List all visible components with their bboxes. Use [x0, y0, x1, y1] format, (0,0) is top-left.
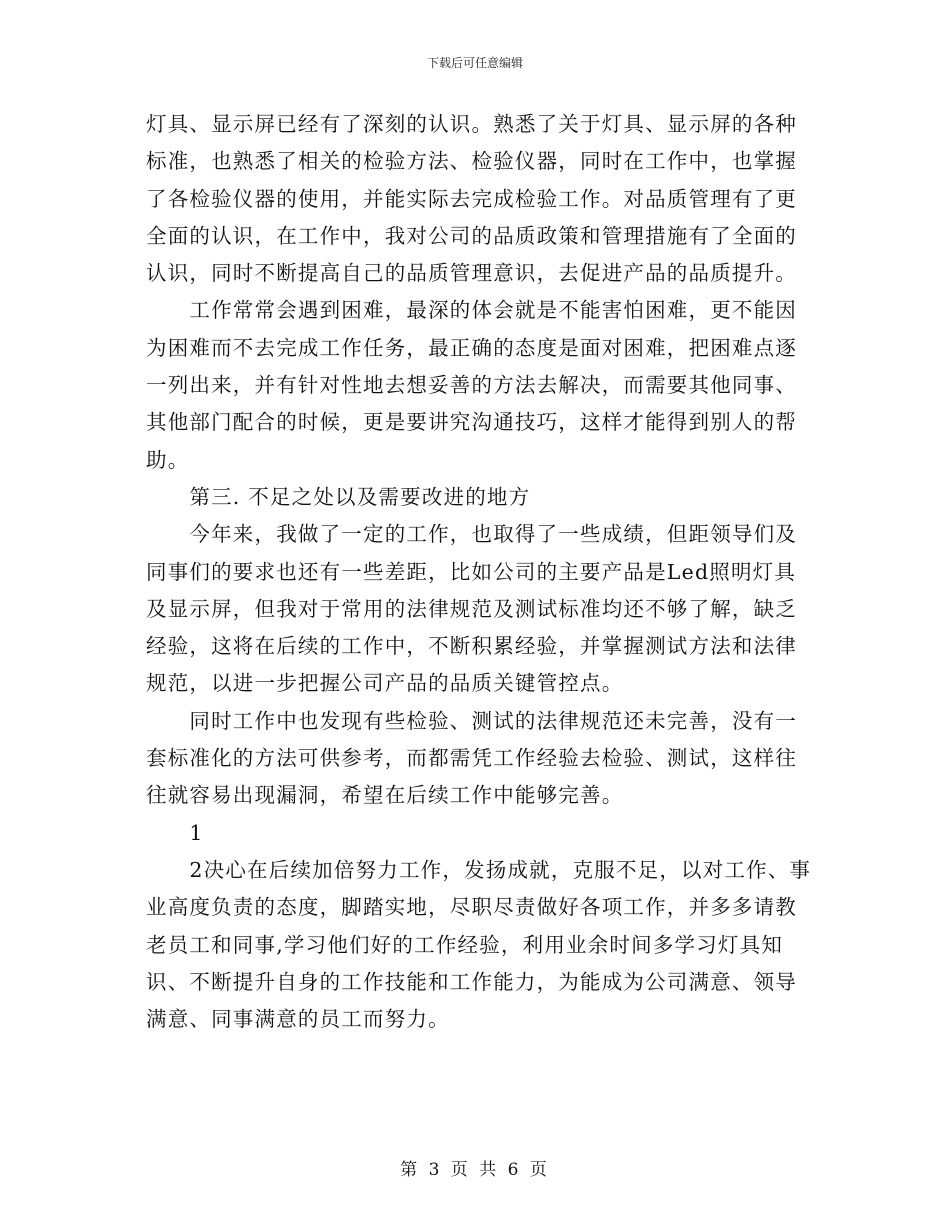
document-body	[146, 106, 816, 1038]
paragraph-4: 同时工作中也发现有些检验、测试的法律规范还未完善，没有一套标准化的方法可供参考，而都需凭工作经验去检验、测试，这样往往就容易出现漏洞，希望在后续工作中能够完善。	[146, 708, 797, 808]
page-footer: 第 3 页 共 6 页	[400, 1160, 550, 1180]
paragraph-1: 灯具、显示屏已经有了深刻的认识。熟悉了关于灯具、显示屏的各种标准，也熟悉了相关的检验方法、检验仪器，同时在工作中，也掌握了各检验仪器的使用，并能实际去完成检验工作。对品质管理有了更全面的认识，在工作中，我对公司的品质政策和管理措施有了全面的认识，同时不断提高自己的品质管理意识，去促进产品的品质提升。	[146, 112, 797, 286]
paragraph-2: 工作常常会遇到困难，最深的体会就是不能害怕困难，更不能因为困难而不去完成工作任务，最正确的态度是面对困难，把困难点逐一列出来，并有针对性地去想妥善的方法去解决，而需要其他同事、其他部门配合的时候，更是要讲究沟通技巧，这样才能得到别人的帮助。	[146, 298, 797, 472]
paragraph-3: 今年来，我做了一定的工作，也取得了一些成绩，但距领导们及同事们的要求也还有一些差距，比如公司的主要产品是Led照明灯具及显示屏，但我对于常用的法律规范及测试标准均还不够了解，缺乏经验，这将在后续的工作中，不断积累经验，并掌握测试方法和法律规范，以进一步把握公司产品的品质关键管控点。	[146, 522, 797, 696]
paragraph-5: 2决心在后续加倍努力工作，发扬成就，克服不足，以对工作、事业高度负责的态度，脚踏实地，尽职尽责做好各项工作，并多多请教老员工和同事,学习他们好的工作经验，利用业余时间多学习灯具知识、不断提升自身的工作技能和工作能力，为能成为公司满意、领导满意、同事满意的员工而努力。	[146, 857, 812, 1032]
page-header: 下载后可任意编辑	[426, 56, 523, 70]
list-number: 1	[146, 820, 204, 845]
section-heading: 第三. 不足之处以及需要改进的地方	[146, 484, 531, 509]
